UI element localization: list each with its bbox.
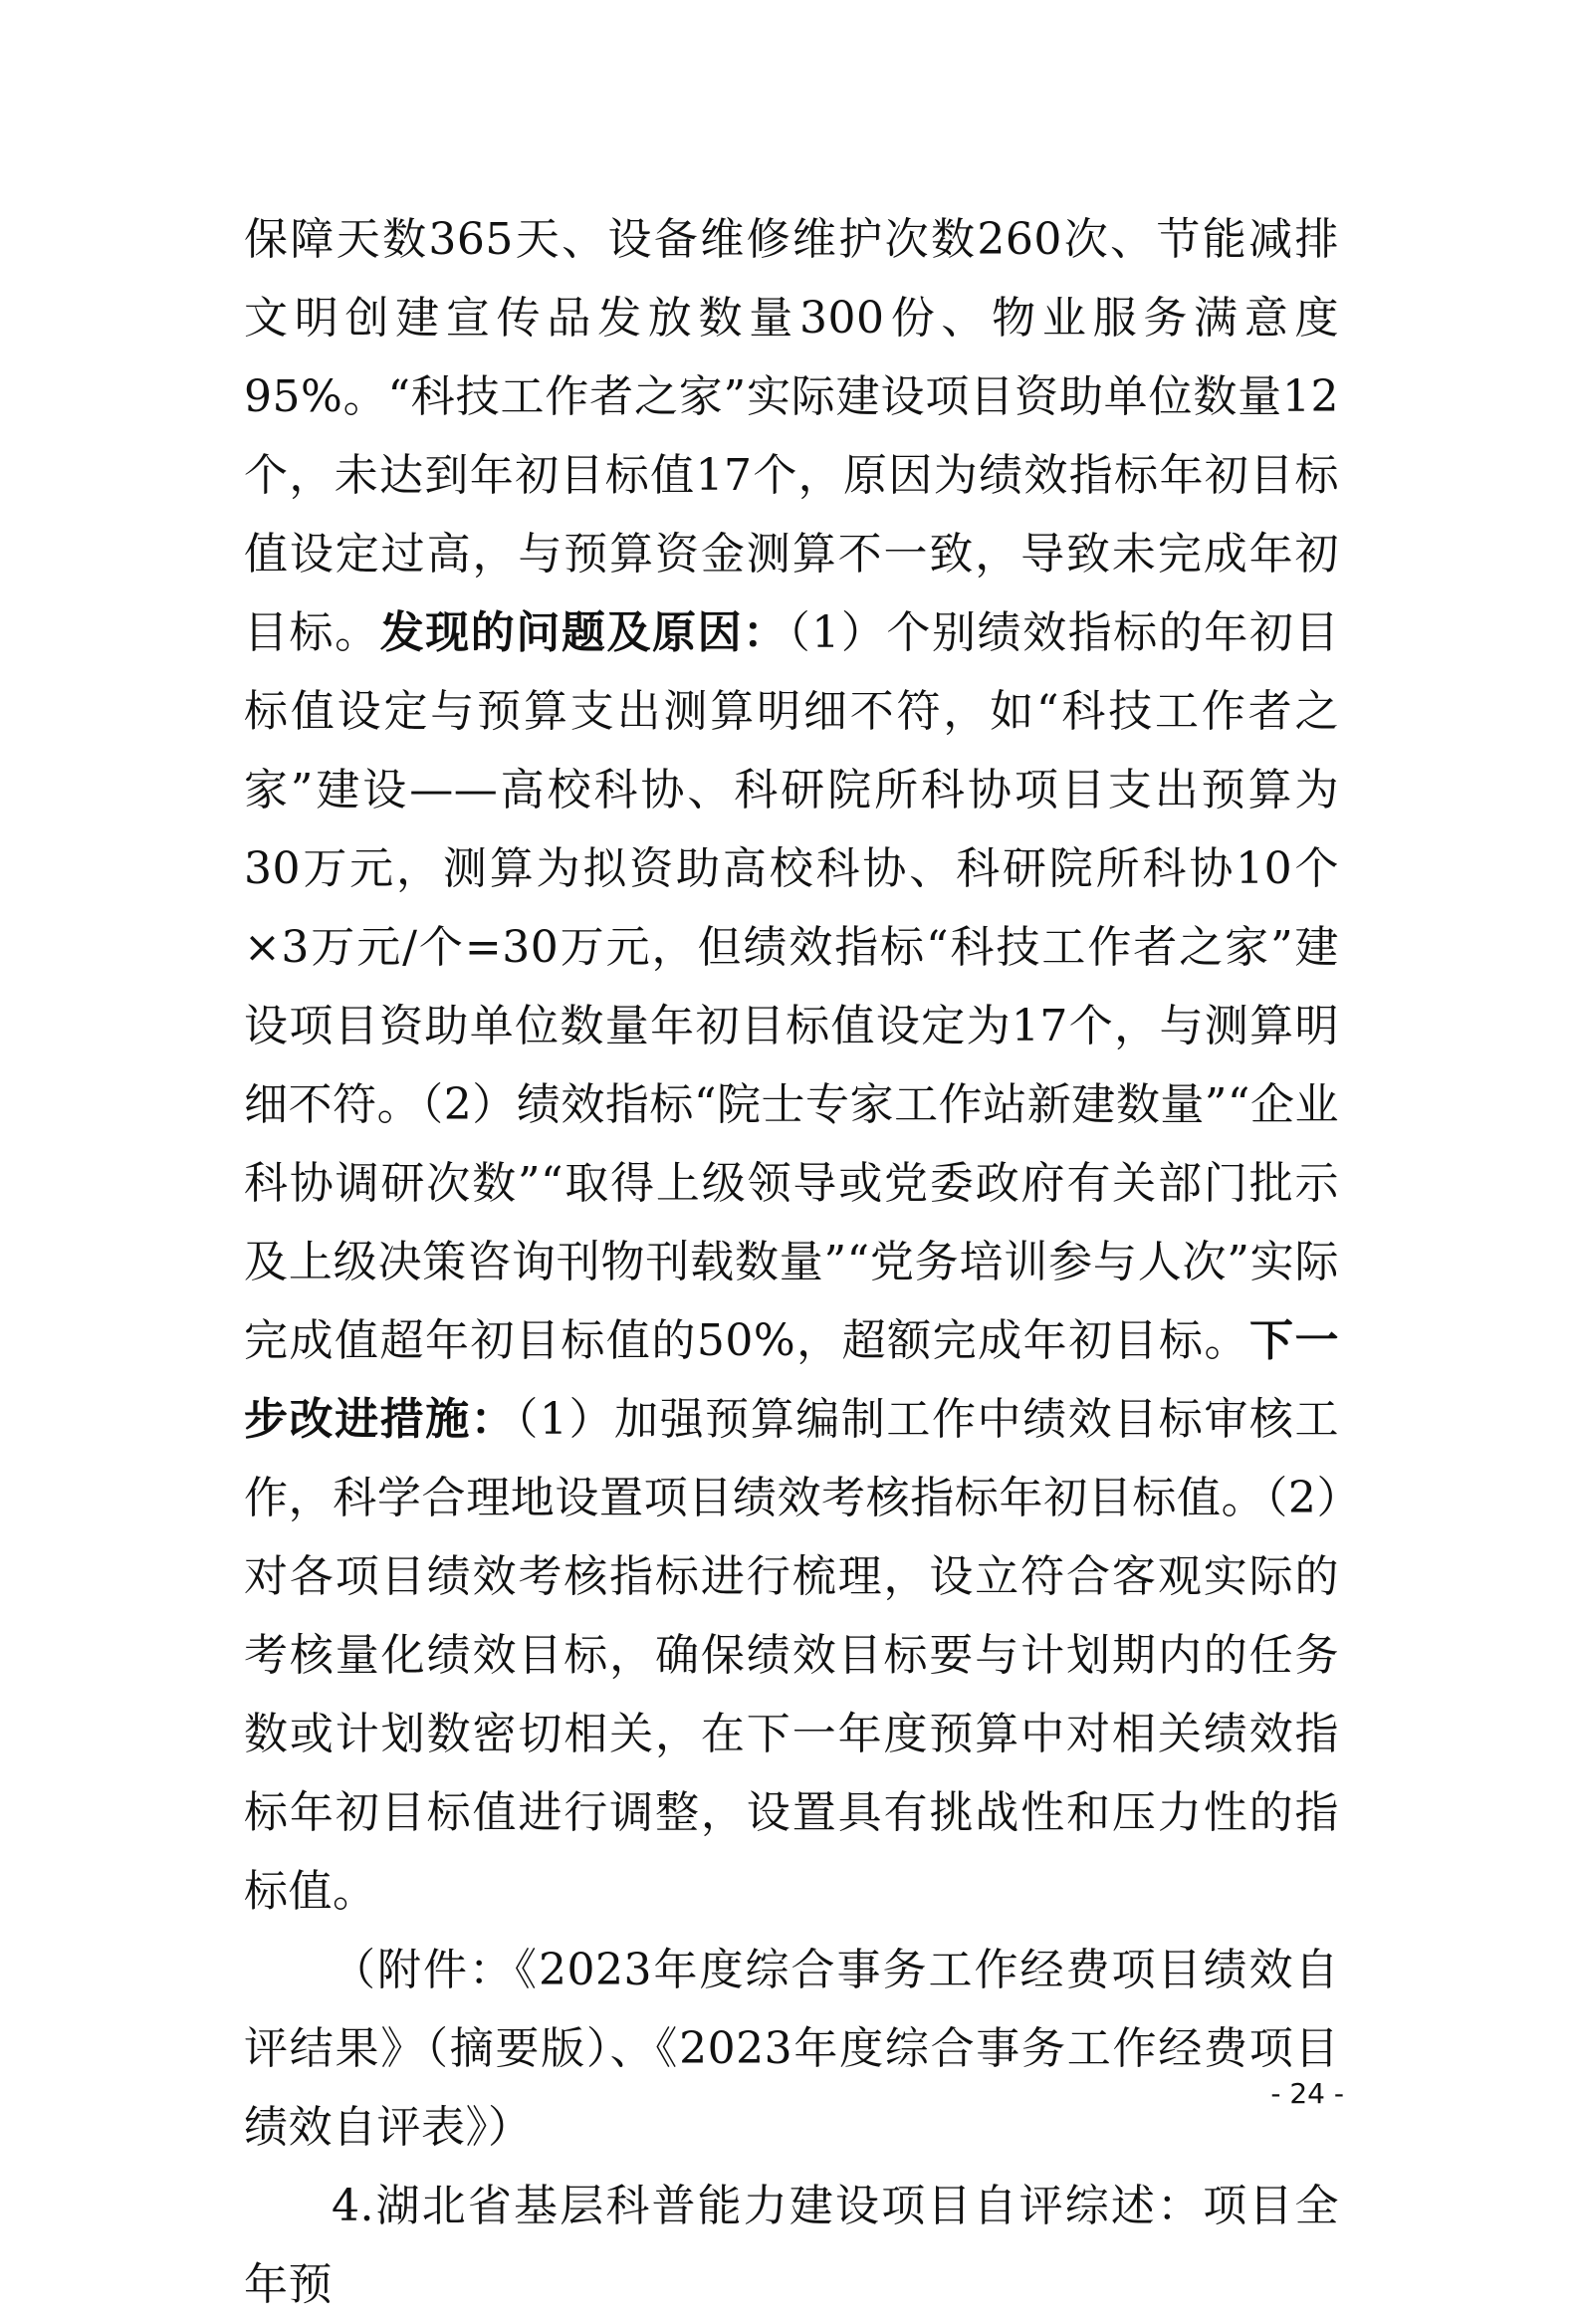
paragraph-attachment-note (244, 1931, 1339, 2167)
text-run: （1）个别绩效指标的年初目标值设定与预算支出测算明细不符，如“科技工作者之家”建设——高校科协、科研院所科协项目支出预算为30万元，测算为拟资助高校科协、科研院所科协10个×3万元/个=30万元，但绩效指标“科技工作者之家”建设项目资助单位数量年初目标值设定为17个，与测算明细不符。（2）绩效指标“院士专家工作站新建数量”“企业科协调研次数”“取得上级领导或党委政府有关部门批示及上级决策咨询刊物刊载数量”“党务培训参与人次”实际完成值超年初目标值的50%，超额完成年初目标。 (244, 607, 1339, 1366)
document-body (244, 200, 1339, 2324)
paragraph-project-4-intro (244, 2167, 1339, 2324)
text-run: 保障天数365天、设备维修维护次数260次、节能减排文明创建宣传品发放数量300份、物业服务满意度95%。“科技工作者之家”实际建设项目资助单位数量12个，未达到年初目标值17个，原因为绩效指标年初目标值设定过高，与预算资金测算不一致，导致未完成年初目标。 (244, 214, 1339, 658)
text-run: （附件：《2023年度综合事务工作经费项目绩效自评结果》（摘要版）、《2023年度综合事务工作经费项目绩效自评表》） (244, 1945, 1339, 2153)
paragraph-performance-summary (244, 200, 1339, 1931)
text-run: （1）加强预算编制工作中绩效目标审核工作，科学合理地设置项目绩效考核指标年初目标值。（2）对各项目绩效考核指标进行梳理，设立符合客观实际的考核量化绩效目标，确保绩效目标要与计划期内的任务数或计划数密切相关，在下一年度预算中对相关绩效指标年初目标值进行调整，设置具有挑战性和压力性的指标值。 (244, 1394, 1339, 1917)
heading-problems-and-causes: 发现的问题及原因： (379, 607, 789, 658)
heading-improvement-measures: 下一步改进措施： (244, 1315, 1340, 1445)
page-number: - 24 - (1270, 2077, 1344, 2110)
text-run: 4.湖北省基层科普能力建设项目自评综述：项目全年预 (244, 2181, 1339, 2310)
